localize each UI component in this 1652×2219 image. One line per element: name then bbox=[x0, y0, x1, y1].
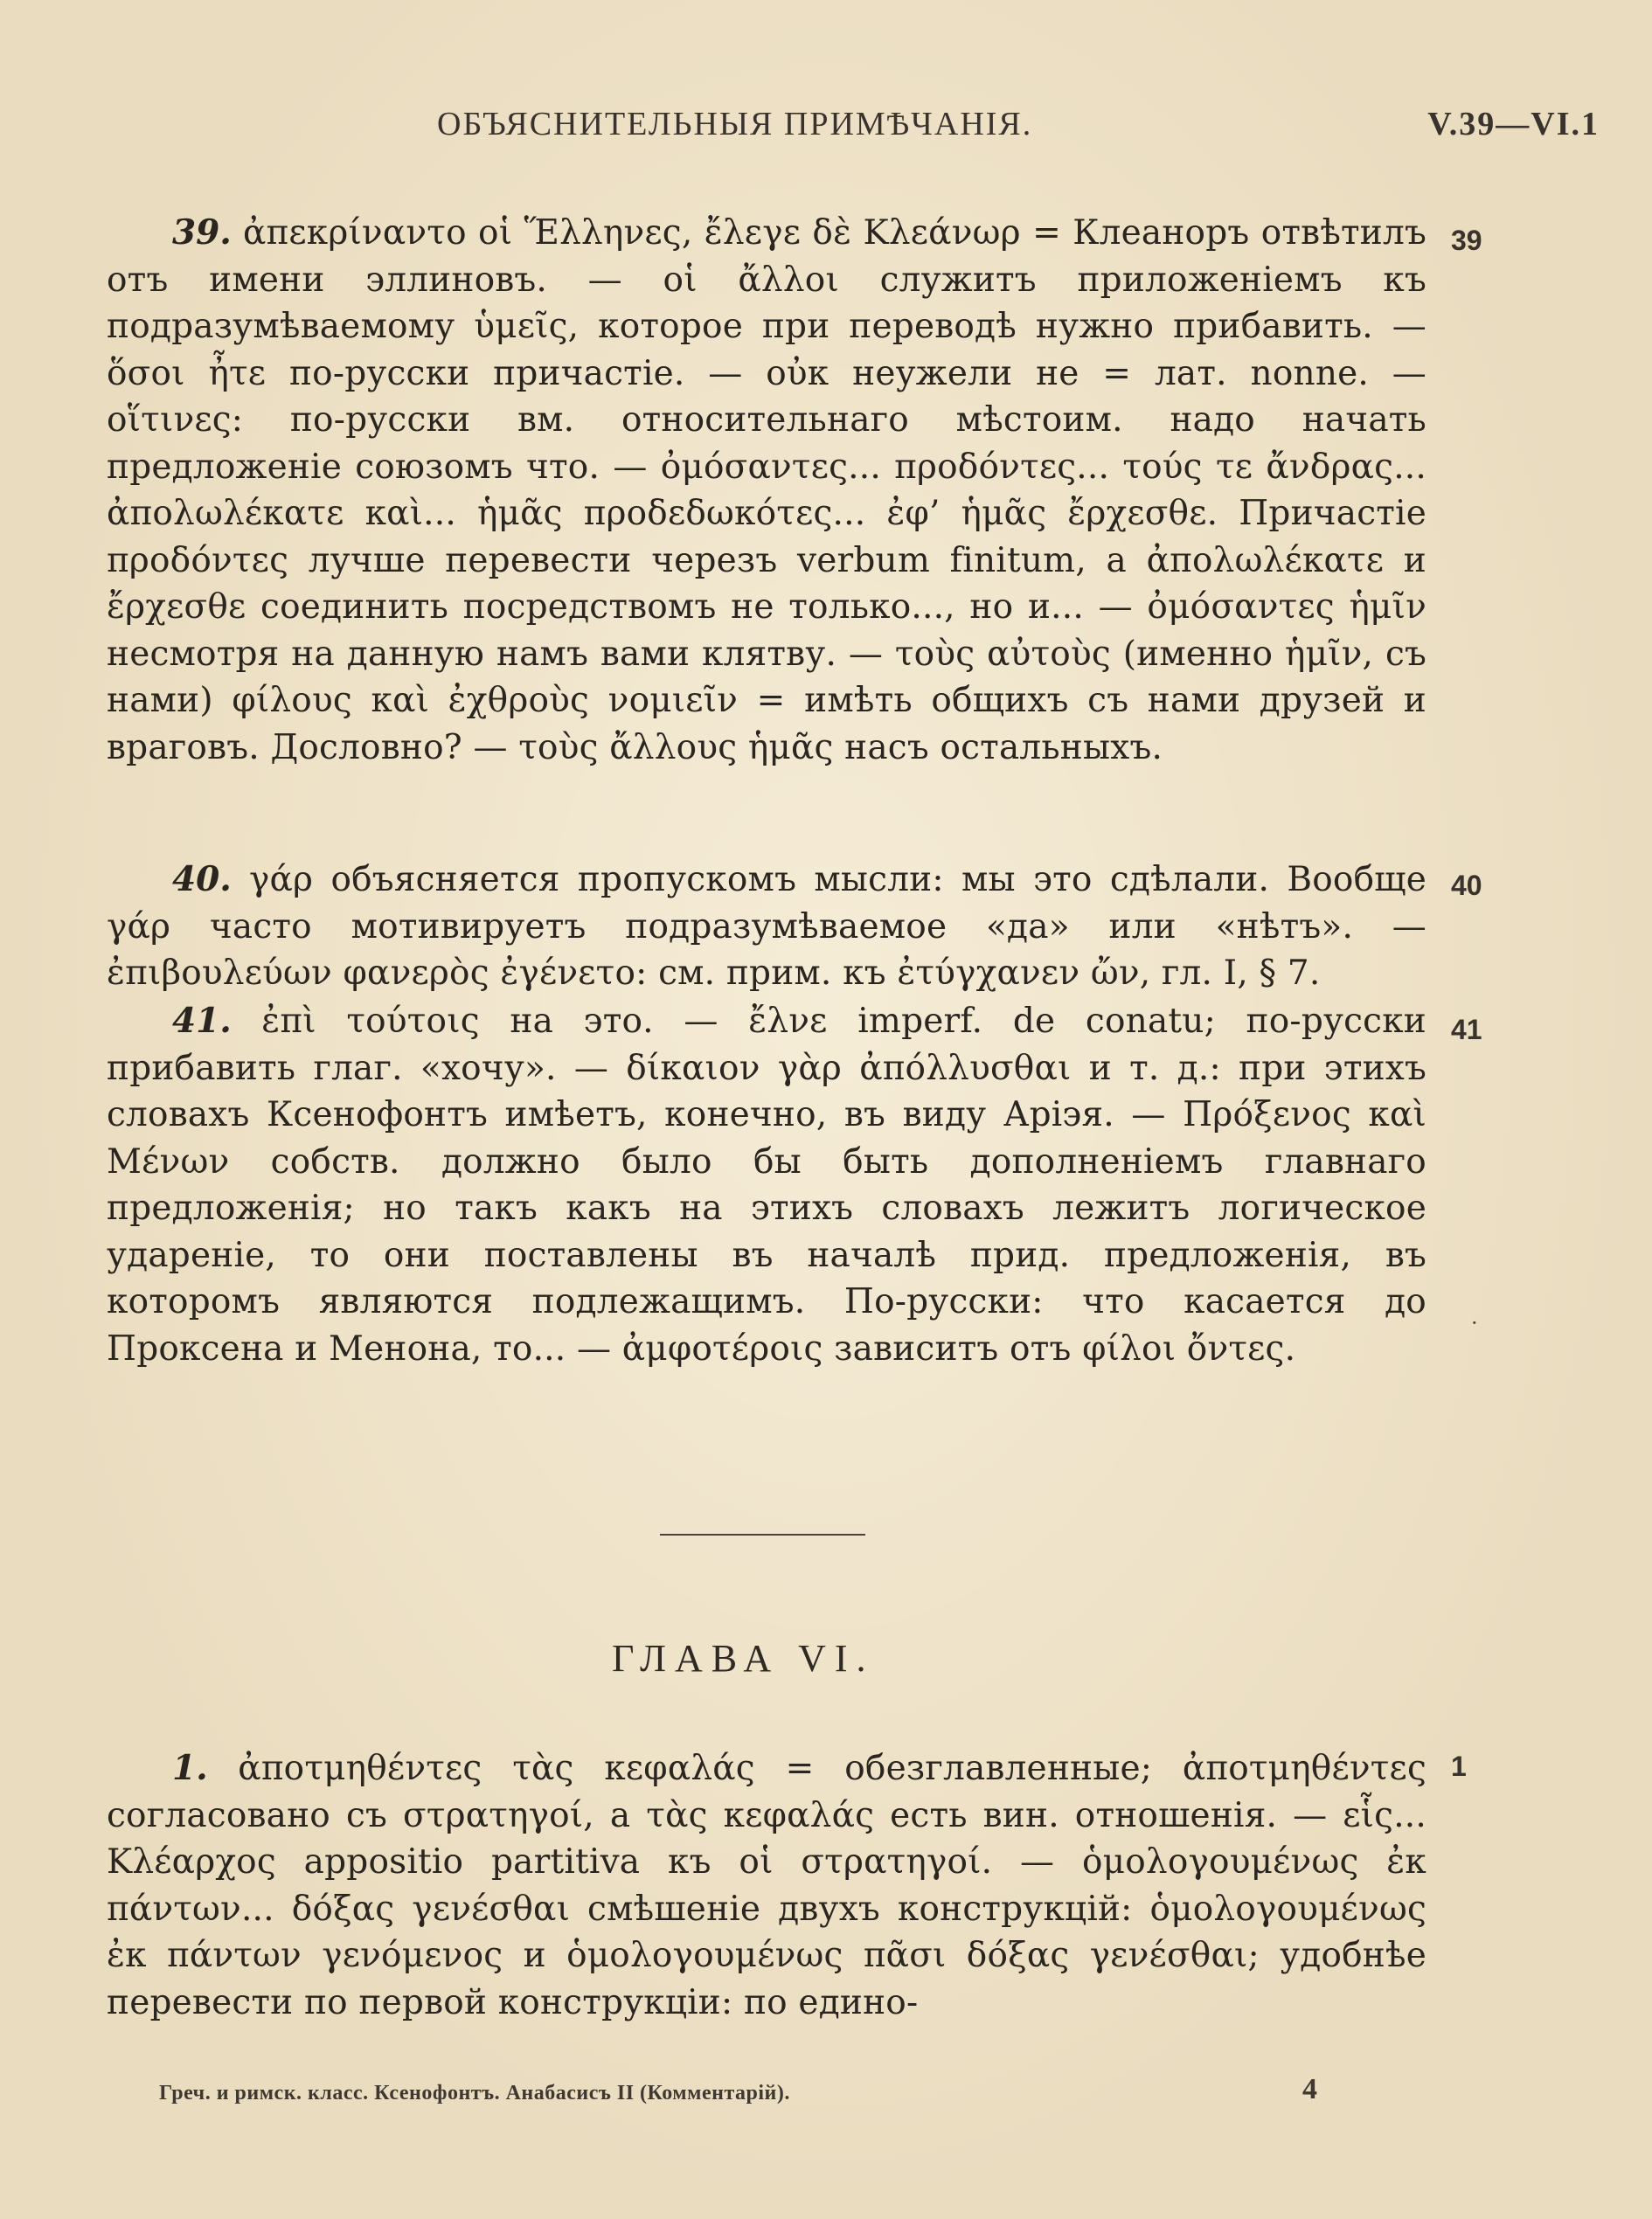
running-title: ОБЪЯСНИТЕЛЬНЫЯ ПРИМѢЧАНІЯ. bbox=[437, 106, 1033, 142]
section-divider bbox=[660, 1534, 865, 1536]
margin-section-number: 40 bbox=[1451, 870, 1482, 901]
note-39 bbox=[107, 210, 1426, 771]
note-text: ἐπὶ τούτοις на это. — ἔλνε imperf. de conatu; по-русски прибавить глаг. «хочу». — δίκαιον γὰρ ἀπόλλυσθαι и т. д.: при этихъ словахъ Ксенофонтъ имѣетъ, конечно, въ виду Аріэя. — Πρόξενος καὶ Μένων собств. должно было бы быть дополненіемъ главнаго предложенія; но такъ какъ на этихъ словахъ лежитъ логическое удареніе, то они поставлены въ началѣ прид. предложенія, въ которомъ являются подлежащимъ. По-русски: что касается до Проксена и Менона, то... — ἀμφοτέροις зависитъ отъ φίλοι ὄντες. bbox=[107, 1002, 1426, 1369]
note-number: 39. bbox=[172, 212, 232, 253]
margin-section-number: 39 bbox=[1451, 225, 1482, 256]
note-text: ἀποτμηθέντες τὰς κεφαλάς = обезглавленные; ἀποτμηθέντες согласовано съ στρατηγοί, а τὰς κεφαλάς есть вин. отношенія. — εἷς... Κλέαρχος appositio partitiva къ οἱ στρατηγοί. — ὁμολογουμένως ἐκ πάντων... δόξας γενέσθαι смѣшеніе двухъ конструкцій: ὁμολογουμένως ἐκ πάντων γενόμενος и ὁμολογουμένως πᾶσι δόξας γενέσθαι; удобнѣе перевести по первой конструкціи: по едино- bbox=[107, 1749, 1426, 2022]
footer-series: Греч. и римск. класс. Ксенофонтъ. Анабасисъ II (Комментарій). bbox=[159, 2082, 790, 2105]
margin-section-number: 41 bbox=[1451, 1014, 1482, 1045]
chapter-6-note-1 bbox=[107, 1745, 1426, 2026]
note-40 bbox=[107, 856, 1426, 997]
margin-section-number: 1 bbox=[1451, 1751, 1467, 1782]
section-range: V.39—VI.1 bbox=[1427, 106, 1600, 142]
note-41 bbox=[107, 998, 1426, 1372]
note-text: γάρ объясняется пропускомъ мысли: мы это сдѣлали. Вообще γάρ часто мотивируетъ подразумѣваемое «да» или «нѣтъ». — ἐπιβουλεύων φανερὸς ἐγένετο: см. прим. къ ἐτύγχανεν ὤν, гл. I, § 7. bbox=[107, 860, 1426, 993]
note-number: 41. bbox=[172, 1001, 232, 1041]
chapter-heading: ГЛАВА VI. bbox=[612, 1637, 875, 1680]
note-number: 40. bbox=[172, 859, 232, 899]
note-text: ἀπεκρίναντο οἱ Ἕλληνες, ἔλεγε δὲ Κλεάνωρ = Клеаноръ отвѣтилъ отъ имени эллиновъ. — οἱ ἄλλοι служитъ приложеніемъ къ подразумѣваемому ὑμεῖς, которое при переводѣ нужно прибавить. — ὅσοι ἦτε по-русски причастіе. — οὐκ неужели не = лат. nonne. — οἵτινες: по-русски вм. относительнаго мѣстоим. надо начать предложеніе союзомъ что. — ὀμόσαντες... προδόντες... τούς τε ἄνδρας... ἀπολωλέκατε καὶ... ἡμᾶς προδεδωκότες... ἐφ’ ἡμᾶς ἔρχεσθε. Причастіе προδόντες лучше перевести черезъ verbum finitum, а ἀπολωλέκατε и ἔρχεσθε соединить посредствомъ не только..., но и... — ὀμόσαντες ἡμῖν несмотря на данную намъ вами клятву. — τοὺς αὐτοὺς (именно ἡμῖν, съ нами) φίλους καὶ ἐχθροὺς νομιεῖν = имѣть общихъ съ нами друзей и враговъ. Дословно? — τοὺς ἄλλους ἡμᾶς насъ остальныхъ. bbox=[107, 213, 1426, 767]
running-head bbox=[105, 105, 1600, 157]
note-number: 1. bbox=[172, 1748, 208, 1788]
margin-mark: · bbox=[1471, 1311, 1478, 1335]
page-number: 4 bbox=[1302, 2073, 1317, 2105]
